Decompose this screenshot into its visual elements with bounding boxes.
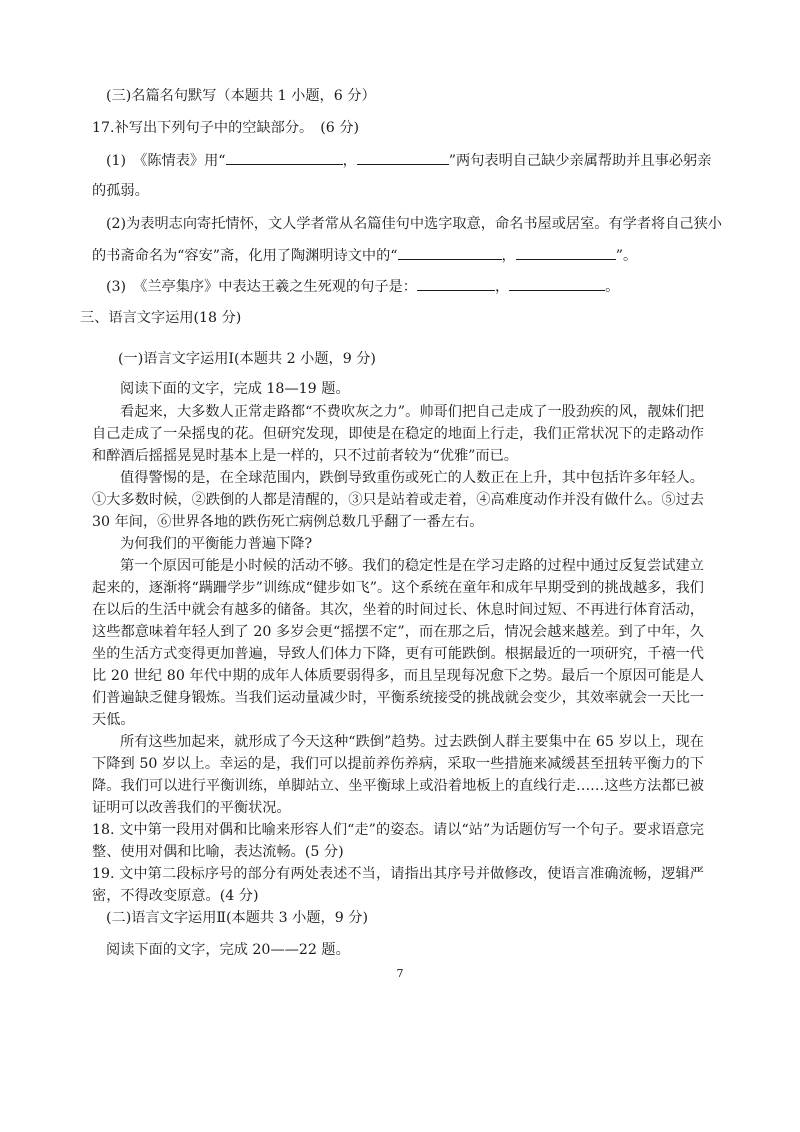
question-17-item-3: [106, 276, 619, 297]
sub-section-heading-1: (一)语言文字运用Ⅰ(本题共 2 小题，9 分): [118, 351, 376, 367]
item-3-text: (3) 《兰亭集序》中表达王羲之生死观的句子是：: [106, 279, 417, 295]
question-18: 18. 文中第一段用对偶和比喻来形容人们“走”的姿态。请以“站”为话题仿写一个句子。要求语意完整、使用对偶和比喻，表达流畅。(5 分): [92, 822, 704, 860]
question-17-item-1: [106, 150, 711, 171]
section-heading-famous-quotes: (三)名篇名句默写（本题共 1 小题，6 分）: [106, 88, 376, 104]
passage-paragraph-1: 看起来，大多数人正常走路都“不费吹灰之力”。帅哥们把自己走成了一股劲疾的风，靓妹们把自己走成了一朵摇曳的花。但研究发现，即使是在稳定的地面上行走，我们正常状况下的走路动作和醉酒后摇摇晃晃时基本上是一样的，只不过前者较为“优雅”而已。: [92, 404, 704, 464]
question-17-item-2: (2)为表明志向寄托情怀，文人学者常从名篇佳句中选字取意，命名书屋或居室。有学者将自己狭小: [106, 216, 722, 232]
item-1-text-b: ”两句表明自己缺少亲属帮助并且事必躬亲: [448, 153, 712, 169]
reading-instruction-1: 阅读下面的文字，完成 18—19 题。: [120, 381, 350, 397]
question-17-stem: 17.补写出下列句子中的空缺部分。 (6 分): [92, 120, 360, 136]
question-19: 19. 文中第二段标序号的部分有两处表述不当，请指出其序号并做修改，使语言准确流畅，逻辑严密，不得改变原意。(4 分): [92, 866, 704, 904]
part-heading-language-use: 三、语言文字运用(18 分): [80, 310, 242, 326]
passage-paragraph-5: 所有这些加起来，就形成了今天这种“跌倒”趋势。过去跌倒人群主要集中在 65 岁以上，现在下降到 50 岁以上。幸运的是，我们可以提前养伤养病，采取一些措施来减缓甚至扭转平衡力的下降。我们可以进行平衡训练，单脚站立、坐平衡球上或沿着地板上的直线行走……这些方法都已被证明可以改善我们的平衡状况。: [92, 734, 704, 816]
answer-blank-2[interactable]: [357, 150, 449, 165]
separator: ，: [494, 279, 510, 295]
separator: ，: [501, 248, 516, 264]
item-1-text-a: (1) 《陈情表》用“: [106, 153, 226, 169]
answer-blank-6[interactable]: [509, 276, 605, 291]
page-number: 7: [396, 967, 404, 980]
question-17-item-1-cont: 的孤弱。: [92, 183, 149, 199]
answer-blank-3[interactable]: [398, 245, 502, 260]
passage-paragraph-2: 值得警惕的是，在全球范围内，跌倒导致重伤或死亡的人数正在上升，其中包括许多年轻人。①大多数时候，②跌倒的人都是清醒的，③只是站着或走着，④高难度动作并没有做什么。⑤过去 30 年间，⑥世界各地的跌伤死亡病例总数几乎翻了一番左右。: [92, 470, 704, 530]
answer-blank-1[interactable]: [226, 150, 343, 165]
passage-paragraph-4: 第一个原因可能是小时候的活动不够。我们的稳定性是在学习走路的过程中通过反复尝试建立起来的，逐渐将“蹒跚学步”训练成“健步如飞”。这个系统在童年和成年早期受到的挑战越多，我们在以后的生活中就会有越多的储备。其次，坐着的时间过长、休息时间过短、不再进行体育活动，这些都意味着年轻人到了 20 多岁会更“摇摆不定”，而在那之后，情况会越来越差。到了中年，久坐的生活方式变得更加普遍，导致人们体力下降，更有可能跌倒。根据最近的一项研究，千禧一代比 20 世纪 80 年代中期的成年人体质要弱得多，而且呈现每况愈下之势。最后一个原因可能是人们普遍缺乏健身锻炼。当我们运动量减少时，平衡系统接受的挑战就会变少，其效率就会一天比一天低。: [92, 558, 704, 728]
separator: ，: [342, 153, 357, 169]
answer-blank-4[interactable]: [516, 245, 616, 260]
reading-instruction-2: 阅读下面的文字，完成 20——22 题。: [106, 942, 350, 958]
item-2-end: ”。: [615, 248, 638, 264]
sub-section-heading-2: (二)语言文字运用Ⅱ(本题共 3 小题，9 分): [106, 910, 368, 926]
passage-paragraph-3: 为何我们的平衡能力普遍下降?: [120, 536, 313, 552]
answer-blank-5[interactable]: [417, 276, 495, 291]
item-3-end: 。: [605, 279, 620, 295]
question-17-item-2-cont: [92, 245, 637, 266]
item-2-text: 的书斋命名为“容安”斋，化用了陶渊明诗文中的“: [92, 248, 398, 264]
